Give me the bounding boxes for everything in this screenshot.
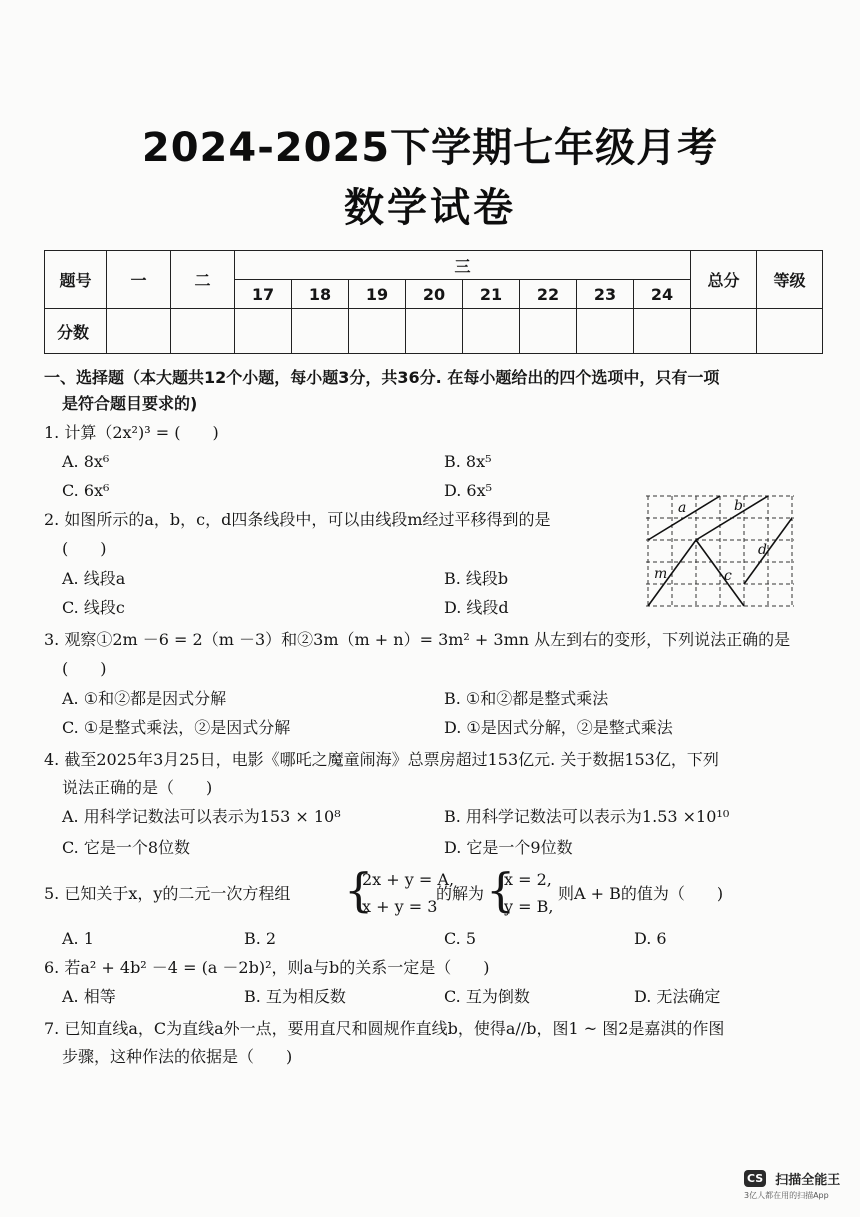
solution-2: y = B, [504, 897, 554, 916]
header-grade: 等级 [757, 251, 823, 309]
q6-option-b[interactable]: B. 互为相反数 [244, 987, 346, 1006]
header-q21: 21 [463, 280, 520, 309]
question-1-stem: 1. 计算（2x²)³ = ( ) [44, 423, 219, 442]
q6-option-c[interactable]: C. 互为倒数 [444, 987, 530, 1006]
section-heading: 一、选择题（本大题共12个小题，每小题3分，共36分. 在每小题给出的四个选项中，只有一项 [44, 368, 720, 387]
header-q22: 22 [520, 280, 577, 309]
exam-title: 2024-2025下学期七年级月考 [141, 125, 719, 171]
header-q19: 19 [349, 280, 406, 309]
score-cell[interactable] [349, 309, 406, 354]
scanner-name: 扫描全能王 [775, 1173, 841, 1188]
q2-option-a[interactable]: A. 线段a [62, 569, 126, 588]
label-b: b [734, 498, 743, 514]
score-table [44, 250, 823, 354]
label-d: d [758, 542, 767, 558]
question-7-stem: 7. 已知直线a，C为直线a外一点，要用直尺和圆规作直线b，使得a//b，图1 ~ 图2是嘉淇的作图 [44, 1019, 725, 1038]
header-part3: 三 [235, 251, 691, 280]
q3-option-c[interactable]: C. ①是整式乘法，②是因式分解 [62, 718, 291, 737]
header-part1: 一 [107, 251, 171, 309]
q1-option-c[interactable]: C. 6x⁶ [62, 481, 110, 500]
header-total: 总分 [691, 251, 757, 309]
scanner-tagline: 3亿人都在用的扫描App [744, 1191, 829, 1200]
scanner-watermark [744, 1168, 840, 1201]
q1-option-b[interactable]: B. 8x⁵ [444, 452, 492, 471]
q4-option-c[interactable]: C. 它是一个8位数 [62, 838, 191, 857]
score-cell[interactable] [235, 309, 292, 354]
header-q17: 17 [235, 280, 292, 309]
score-cell[interactable] [634, 309, 691, 354]
q4-option-b[interactable]: B. 用科学记数法可以表示为1.53 ×10¹⁰ [444, 807, 730, 826]
scanner-logo-icon: CS [744, 1170, 766, 1187]
question-4-stem-cont: 说法正确的是（ ) [62, 778, 213, 797]
q3-option-d[interactable]: D. ①是因式分解，②是整式乘法 [444, 718, 673, 737]
score-cell[interactable] [292, 309, 349, 354]
label-c: c [724, 568, 732, 584]
question-7-stem-cont: 步骤，这种作法的依据是（ ) [62, 1047, 293, 1066]
question-5-stem-end: 则A + B的值为（ ) [558, 884, 724, 903]
score-cell[interactable] [691, 309, 757, 354]
row-score-label: 分数 [45, 309, 107, 354]
q5-option-b[interactable]: B. 2 [244, 929, 277, 948]
label-a: a [678, 500, 687, 516]
score-cell[interactable] [406, 309, 463, 354]
exam-subtitle: 数学试卷 [344, 185, 516, 231]
brace-left-1: { [344, 863, 374, 917]
q6-option-a[interactable]: A. 相等 [62, 987, 116, 1006]
score-cell[interactable] [520, 309, 577, 354]
q6-option-d[interactable]: D. 无法确定 [634, 987, 721, 1006]
q5-option-c[interactable]: C. 5 [444, 929, 477, 948]
score-cell[interactable] [171, 309, 235, 354]
question-2-stem-cont: ( ) [62, 539, 107, 558]
equation-2: x + y = 3 [362, 897, 438, 916]
score-cell[interactable] [577, 309, 634, 354]
question-3-stem: 3. 观察①2m －6 = 2（m －3）和②3m（m + n）= 3m² + 3mn 从左到右的变形，下列说法正确的是 [44, 630, 791, 649]
header-q24: 24 [634, 280, 691, 309]
q5-option-d[interactable]: D. 6 [634, 929, 667, 948]
question-6-stem: 6. 若a² + 4b² －4 = (a －2b)²，则a与b的关系一定是（ ) [44, 958, 490, 977]
header-q18: 18 [292, 280, 349, 309]
question-3-stem-cont: ( ) [62, 659, 107, 678]
brace-left-2: { [486, 863, 516, 917]
header-q20: 20 [406, 280, 463, 309]
q4-option-d[interactable]: D. 它是一个9位数 [444, 838, 573, 857]
question-5-stem: 5. 已知关于x，y的二元一次方程组 [44, 884, 291, 903]
score-cell[interactable] [757, 309, 823, 354]
q1-option-d[interactable]: D. 6x⁵ [444, 481, 493, 500]
q3-option-b[interactable]: B. ①和②都是整式乘法 [444, 689, 609, 708]
question-5-stem-solution: 的解为 [436, 884, 485, 903]
question-2-stem: 2. 如图所示的a，b，c，d四条线段中，可以由线段m经过平移得到的是 [44, 510, 551, 529]
grid-figure [646, 494, 796, 610]
q2-option-c[interactable]: C. 线段c [62, 598, 125, 617]
q3-option-a[interactable]: A. ①和②都是因式分解 [62, 689, 227, 708]
question-4-stem: 4. 截至2025年3月25日，电影《哪吒之魔童闹海》总票房超过153亿元. 关于数据153亿，下列 [44, 750, 719, 769]
section-heading-cont: 是符合题目要求的) [62, 394, 198, 413]
header-q23: 23 [577, 280, 634, 309]
equation-1: 2x + y = A, [362, 870, 455, 889]
segment-b [696, 496, 768, 540]
q5-option-a[interactable]: A. 1 [62, 929, 94, 948]
solution-1: x = 2, [504, 870, 552, 889]
label-m: m [654, 566, 668, 582]
score-cell[interactable] [107, 309, 171, 354]
q4-option-a[interactable]: A. 用科学记数法可以表示为153 × 10⁸ [62, 807, 341, 826]
header-qno: 题号 [45, 251, 107, 309]
q2-option-d[interactable]: D. 线段d [444, 598, 509, 617]
score-cell[interactable] [463, 309, 520, 354]
q2-option-b[interactable]: B. 线段b [444, 569, 509, 588]
header-part2: 二 [171, 251, 235, 309]
q1-option-a[interactable]: A. 8x⁶ [62, 452, 110, 471]
